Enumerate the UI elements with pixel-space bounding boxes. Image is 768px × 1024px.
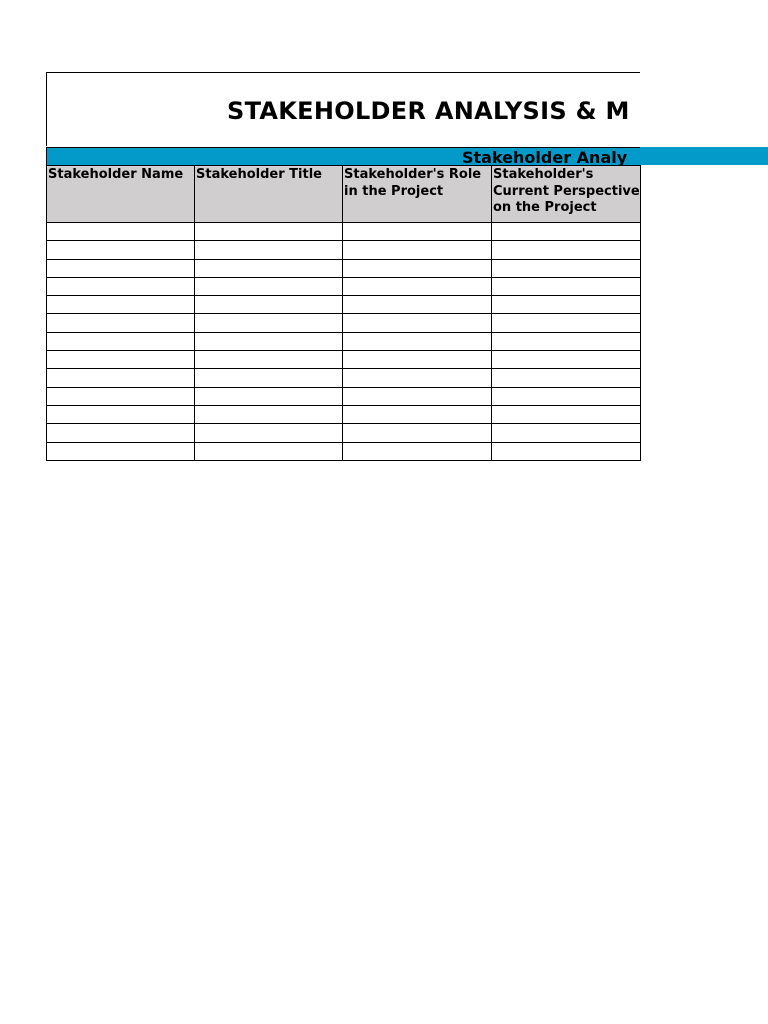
table-cell[interactable]	[343, 241, 492, 259]
table-row	[47, 387, 641, 405]
table-cell[interactable]	[195, 223, 343, 241]
column-header-role-in-project: Stakeholder's Role in the Project	[343, 166, 492, 223]
table-cell[interactable]	[492, 369, 641, 387]
table-cell[interactable]	[47, 259, 195, 277]
table-cell[interactable]	[195, 332, 343, 350]
table-cell[interactable]	[492, 387, 641, 405]
table-cell[interactable]	[195, 424, 343, 442]
table-cell[interactable]	[195, 259, 343, 277]
table-cell[interactable]	[492, 351, 641, 369]
table-cell[interactable]	[343, 405, 492, 423]
table-cell[interactable]	[47, 314, 195, 332]
column-header-stakeholder-name: Stakeholder Name	[47, 166, 195, 223]
table-cell[interactable]	[195, 296, 343, 314]
table-cell[interactable]	[492, 424, 641, 442]
table-cell[interactable]	[195, 369, 343, 387]
table-cell[interactable]	[47, 296, 195, 314]
table-cell[interactable]	[343, 259, 492, 277]
table-cell[interactable]	[492, 277, 641, 295]
table-cell[interactable]	[492, 442, 641, 460]
table-cell[interactable]	[47, 332, 195, 350]
table-cell[interactable]	[343, 277, 492, 295]
column-header-current-perspective: Stakeholder's Current Perspective on the Project	[492, 166, 641, 223]
column-header-stakeholder-title: Stakeholder Title	[195, 166, 343, 223]
table-cell[interactable]	[343, 442, 492, 460]
table-row	[47, 277, 641, 295]
table-row	[47, 332, 641, 350]
table-row	[47, 442, 641, 460]
table-cell[interactable]	[343, 296, 492, 314]
table-cell[interactable]	[195, 351, 343, 369]
table-cell[interactable]	[343, 369, 492, 387]
title-box	[46, 72, 640, 146]
table-cell[interactable]	[492, 241, 641, 259]
table-row	[47, 296, 641, 314]
table-cell[interactable]	[195, 277, 343, 295]
table-cell[interactable]	[343, 223, 492, 241]
table-cell[interactable]	[47, 277, 195, 295]
table-cell[interactable]	[343, 351, 492, 369]
table-header-row	[47, 166, 641, 223]
table-cell[interactable]	[343, 314, 492, 332]
table-cell[interactable]	[492, 259, 641, 277]
table-cell[interactable]	[492, 405, 641, 423]
document-title: STAKEHOLDER ANALYSIS & M	[227, 97, 630, 125]
table-row	[47, 369, 641, 387]
stakeholder-table	[46, 165, 641, 461]
section-title: Stakeholder Analy	[462, 148, 628, 166]
table-cell[interactable]	[47, 223, 195, 241]
table-cell[interactable]	[343, 424, 492, 442]
table-cell[interactable]	[47, 405, 195, 423]
table-cell[interactable]	[195, 442, 343, 460]
table-cell[interactable]	[492, 314, 641, 332]
table-cell[interactable]	[195, 314, 343, 332]
table-cell[interactable]	[492, 296, 641, 314]
table-cell[interactable]	[47, 369, 195, 387]
table-cell[interactable]	[492, 223, 641, 241]
table-cell[interactable]	[47, 424, 195, 442]
table-cell[interactable]	[47, 442, 195, 460]
table-cell[interactable]	[195, 387, 343, 405]
table-cell[interactable]	[492, 332, 641, 350]
table-row	[47, 241, 641, 259]
table-cell[interactable]	[47, 351, 195, 369]
table-cell[interactable]	[343, 387, 492, 405]
table-cell[interactable]	[195, 405, 343, 423]
table-row	[47, 351, 641, 369]
table-row	[47, 223, 641, 241]
table-cell[interactable]	[195, 241, 343, 259]
table-cell[interactable]	[47, 241, 195, 259]
table-cell[interactable]	[47, 387, 195, 405]
table-cell[interactable]	[343, 332, 492, 350]
table-row	[47, 314, 641, 332]
table-row	[47, 405, 641, 423]
table-row	[47, 259, 641, 277]
table-body	[47, 223, 641, 461]
table-row	[47, 424, 641, 442]
